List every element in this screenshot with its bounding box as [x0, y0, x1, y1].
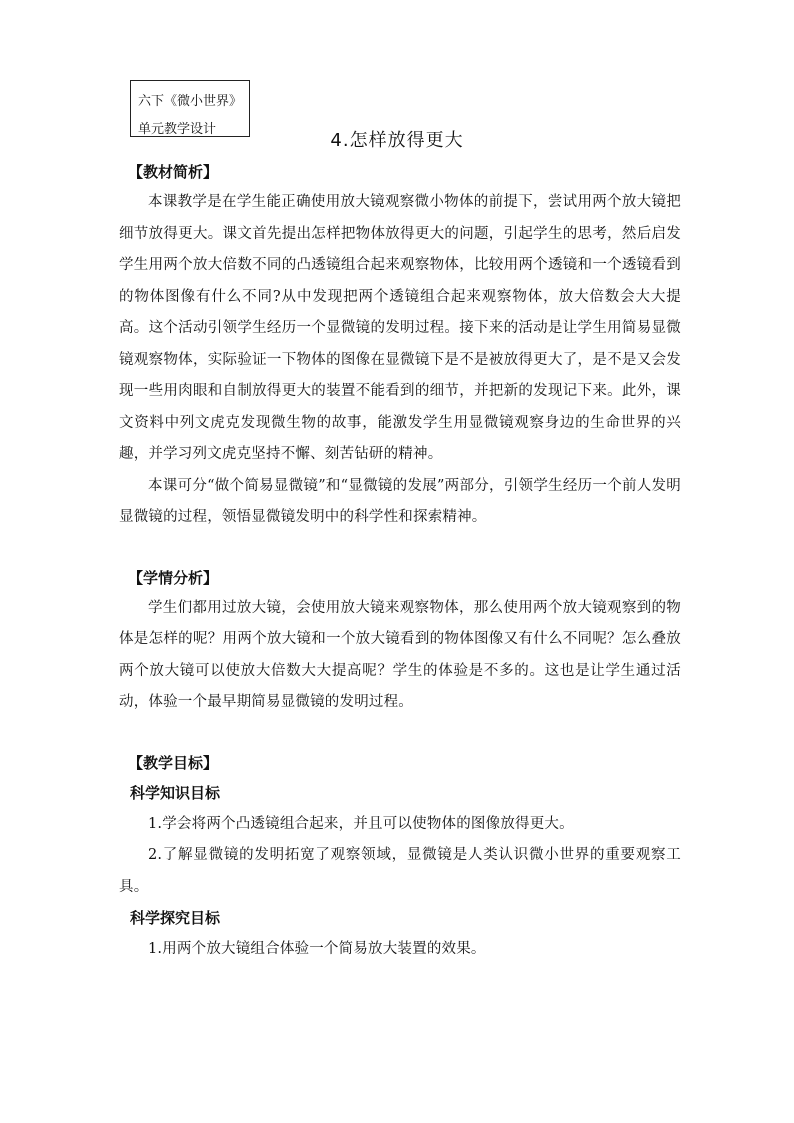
inquiry-goal-1: 1.用两个放大镜组合体验一个简易放大装置的效果。	[148, 941, 486, 957]
document-body	[119, 157, 681, 966]
lesson-title: 4.怎样放得更大	[330, 130, 464, 151]
section-gap	[119, 719, 681, 748]
section-heading-textbook: 【教材简析】	[128, 163, 219, 181]
unit-label-line1: 六下《微小世界》	[138, 94, 243, 109]
section-heading-goals: 【教学目标】	[128, 753, 219, 772]
subheading-inquiry-goals: 科学探究目标	[130, 909, 221, 927]
section-gap	[119, 534, 681, 563]
subheading-knowledge-goals: 科学知识目标	[130, 783, 221, 802]
knowledge-goal-2: 2.了解显微镜的发明拓宽了观察领域，显微镜是人类认识微小世界的重要观察工具。	[119, 847, 681, 895]
textbook-paragraph-1: 本课教学是在学生能正确使用放大镜观察微小物体的前提下，尝试用两个放大镜把细节放得更大。课文首先提出怎样把物体放得更大的问题，引起学生的思考，然后启发学生用两个放大倍数不同的凸透镜组合起来观察物体，比较用两个透镜和一个透镜看到的物体图像有什么不同?从中发现把两个透镜组合起来观察物体，放大倍数会大大提高。这个活动引领学生经历一个显微镜的发明过程。接下来的活动是让学生用简易显微镜观察物体，实际验证一下物体的图像在显微镜下是不是被放得更大了，是不是又会发现一些用肉眼和自制放得更大的装置不能看到的细节，并把新的发现记下来。此外，课文资料中列文虎克发现微生物的故事，能激发学生用显微镜观察身边的生命世界的兴趣，并学习列文虎克坚持不懈、刻苦钻研的精神。	[119, 194, 681, 462]
students-paragraph-1: 学生们都用过放大镜，会使用放大镜来观察物体，那么使用两个放大镜观察到的物体是怎样的呢？用两个放大镜和一个放大镜看到的物体图像又有什么不同呢？怎么叠放两个放大镜可以使放大倍数大大提高呢？学生的体验是不多的。这也是让学生通过活动，体验一个最早期简易显微镜的发明过程。	[119, 599, 681, 710]
section-heading-students: 【学情分析】	[128, 568, 219, 587]
textbook-paragraph-2: 本课可分“做个简易显微镜”和“显微镜的发展”两部分，引领学生经历一个前人发明显微镜的过程，领悟显微镜发明中的科学性和探索精神。	[119, 477, 681, 525]
knowledge-goal-1: 1.学会将两个凸透镜组合起来，并且可以使物体的图像放得更大。	[148, 815, 574, 832]
unit-label-line2: 单元教学设计	[138, 122, 217, 137]
